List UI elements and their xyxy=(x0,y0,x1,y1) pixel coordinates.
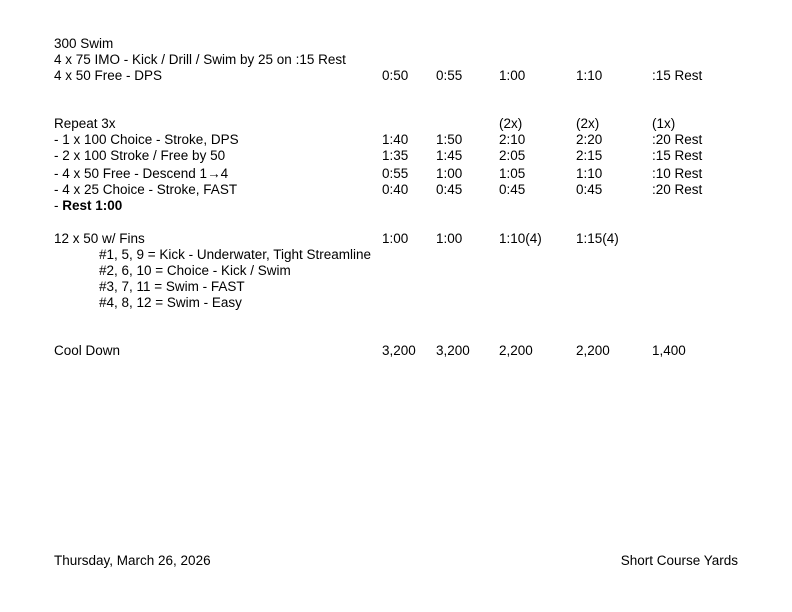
warmup-swim-text: 300 Swim xyxy=(54,36,114,51)
set-label: - 4 x 50 Free - Descend 1→4 xyxy=(54,166,229,181)
interval-col-1: 1:35 xyxy=(382,148,409,163)
cooldown-label: Cool Down xyxy=(54,343,121,358)
interval-col-4: 1:10 xyxy=(576,166,603,181)
set-label: - 2 x 100 Stroke / Free by 50 xyxy=(54,148,226,163)
total-col-1: 3,200 xyxy=(382,343,416,358)
interval-col-2: 1:45 xyxy=(436,148,463,163)
interval-col-2: 1:00 xyxy=(436,166,463,181)
fins-set-header xyxy=(0,231,792,247)
interval-col-2: 0:45 xyxy=(436,182,463,197)
fins-detail-text: #3, 7, 11 = Swim - FAST xyxy=(99,279,245,294)
interval-col-1: 1:40 xyxy=(382,132,409,147)
main-set-rest-row xyxy=(0,198,792,214)
warmup-imo-text: 4 x 75 IMO - Kick / Drill / Swim by 25 on :15 Rest xyxy=(54,52,346,67)
warmup-line-2 xyxy=(0,52,792,68)
fins-detail-text: #2, 6, 10 = Choice - Kick / Swim xyxy=(99,263,291,278)
main-set-header xyxy=(0,116,792,132)
repeat-count-col-4: (2x) xyxy=(576,116,600,131)
interval-col-2: 1:50 xyxy=(436,132,463,147)
fins-detail-text: #1, 5, 9 = Kick - Underwater, Tight Streamline xyxy=(99,247,372,262)
total-col-2: 3,200 xyxy=(436,343,470,358)
footer-date: Thursday, March 26, 2026 xyxy=(54,553,211,568)
interval-col-5: :20 Rest xyxy=(652,182,703,197)
interval-col-1: 1:00 xyxy=(382,231,409,246)
rest-label: Rest 1:00 xyxy=(62,198,123,213)
fins-detail-text: #4, 8, 12 = Swim - Easy xyxy=(99,295,242,310)
interval-col-3: 2:05 xyxy=(499,148,526,163)
fins-detail-row xyxy=(0,295,792,311)
set-label: 4 x 50 Free - DPS xyxy=(54,68,163,83)
interval-col-4: 0:45 xyxy=(576,182,603,197)
interval-col-2: 1:00 xyxy=(436,231,463,246)
page-footer xyxy=(0,553,792,569)
rest-prefix: - xyxy=(54,198,63,213)
cooldown-row xyxy=(0,343,792,359)
total-col-4: 2,200 xyxy=(576,343,610,358)
set-label: - 1 x 100 Choice - Stroke, DPS xyxy=(54,132,239,147)
main-set-row xyxy=(0,182,792,198)
main-set-row xyxy=(0,132,792,148)
fins-detail-row xyxy=(0,279,792,295)
interval-col-5: :10 Rest xyxy=(652,166,703,181)
interval-col-4: 1:10 xyxy=(576,68,603,83)
total-col-5: 1,400 xyxy=(652,343,686,358)
warmup-line-3 xyxy=(0,68,792,84)
main-set-row xyxy=(0,166,792,182)
set-label: - 4 x 25 Choice - Stroke, FAST xyxy=(54,182,238,197)
interval-col-4: 2:20 xyxy=(576,132,603,147)
total-col-3: 2,200 xyxy=(499,343,533,358)
footer-course: Short Course Yards xyxy=(620,553,738,568)
interval-col-3: 0:45 xyxy=(499,182,526,197)
fins-detail-row xyxy=(0,263,792,279)
interval-col-3: 1:05 xyxy=(499,166,526,181)
repeat-count-col-5: (1x) xyxy=(652,116,676,131)
set-label: 12 x 50 w/ Fins xyxy=(54,231,145,246)
interval-col-4: 1:15(4) xyxy=(576,231,619,246)
repeat-count-col-3: (2x) xyxy=(499,116,523,131)
rest-line xyxy=(54,198,122,214)
interval-col-5: :15 Rest xyxy=(652,148,703,163)
warmup-line-1 xyxy=(0,36,792,52)
interval-col-3: 2:10 xyxy=(499,132,526,147)
interval-col-1: 0:40 xyxy=(382,182,409,197)
set-label: Repeat 3x xyxy=(54,116,116,131)
interval-col-2: 0:55 xyxy=(436,68,463,83)
fins-detail-row xyxy=(0,247,792,263)
interval-col-5: :20 Rest xyxy=(652,132,703,147)
interval-col-3: 1:10(4) xyxy=(499,231,542,246)
main-set-row xyxy=(0,148,792,164)
interval-col-1: 0:50 xyxy=(382,68,409,83)
interval-col-1: 0:55 xyxy=(382,166,409,181)
interval-col-3: 1:00 xyxy=(499,68,526,83)
interval-col-4: 2:15 xyxy=(576,148,603,163)
interval-col-5: :15 Rest xyxy=(652,68,703,83)
